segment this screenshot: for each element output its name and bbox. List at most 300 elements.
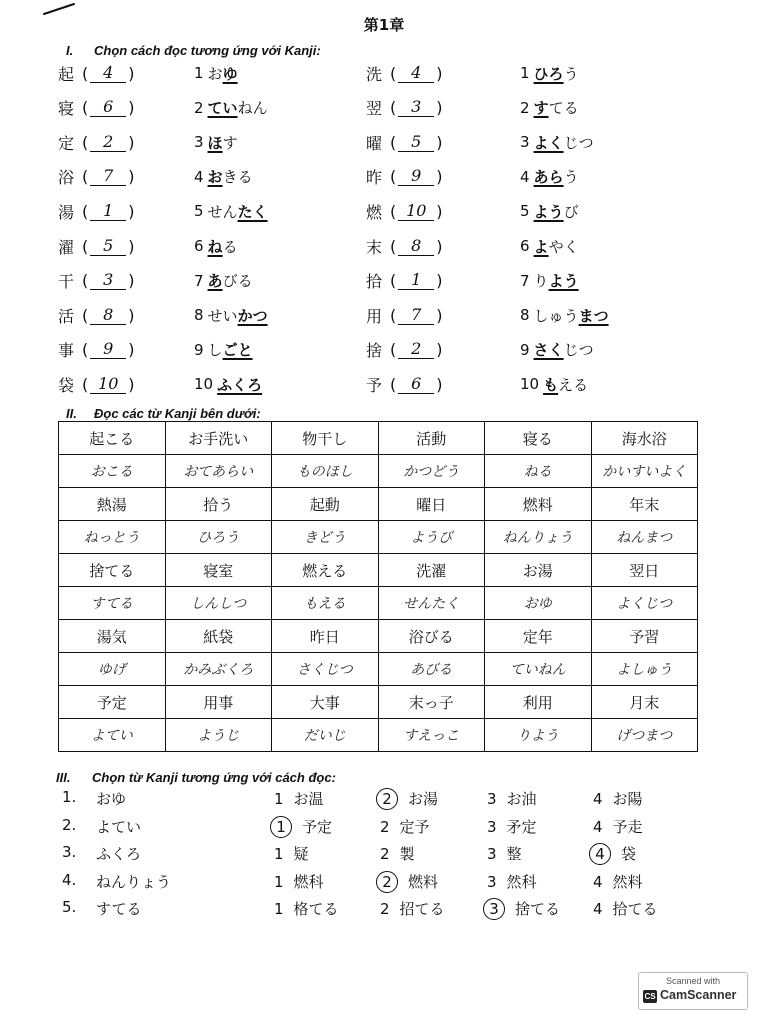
option-item	[487, 898, 560, 920]
kanji-char: 洗	[366, 64, 383, 84]
reading-pre: お	[207, 64, 223, 83]
handwritten-reading-cell: しんしつ	[165, 587, 272, 620]
option-text: お温	[293, 790, 324, 808]
paren-close: )	[128, 236, 135, 256]
paren-close: )	[436, 271, 443, 291]
reading-number: 6	[520, 237, 530, 255]
handwritten-answer: 2	[398, 340, 434, 359]
handwritten-answer: 7	[398, 306, 434, 325]
question-number: 2.	[62, 815, 77, 834]
option-item	[487, 871, 537, 892]
handwritten-answer: 2	[90, 133, 126, 152]
section-1-number: I.	[66, 43, 74, 58]
reading-item	[194, 95, 268, 121]
reading-underlined: お	[207, 168, 223, 187]
kanji-row	[59, 620, 698, 653]
option-item	[487, 843, 522, 864]
paren-open: (	[390, 167, 397, 187]
kanji-word-cell: 用事	[165, 686, 272, 719]
paren-open: (	[390, 201, 397, 221]
kanji-item	[366, 60, 443, 86]
handwritten-reading-cell: さくじつ	[272, 653, 379, 686]
kanji-char: 定	[58, 133, 75, 153]
reading-number: 10	[520, 375, 540, 394]
page-title: 第1章	[363, 16, 405, 34]
reading-item	[520, 268, 579, 294]
option-text: 整	[506, 845, 522, 863]
reading-item	[194, 60, 238, 86]
option-text: お陽	[612, 790, 643, 808]
option-number: 2	[380, 900, 390, 918]
reading-number: 10	[194, 375, 214, 394]
handwritten-answer: 6	[398, 375, 434, 394]
option-number: 2	[380, 817, 390, 836]
reading-number: 8	[194, 306, 204, 325]
question-reading: よてい	[96, 817, 142, 836]
handwritten-reading-cell: ものほし	[272, 455, 379, 488]
paren-close: )	[436, 201, 443, 221]
handwritten-reading-cell: ねんまつ	[591, 521, 698, 554]
kanji-word-cell: 予習	[591, 620, 698, 653]
handwritten-answer: 7	[90, 167, 126, 186]
option-number: 3	[487, 790, 497, 808]
handwritten-reading-cell: ねんりょう	[485, 521, 592, 554]
reading-number: 4	[194, 167, 204, 186]
reading-underlined: てい	[207, 99, 238, 118]
reading-underlined: よく	[533, 133, 564, 152]
camscanner-logo-icon: CS	[644, 992, 656, 1001]
kanji-item	[366, 164, 443, 190]
option-item	[274, 788, 324, 809]
option-item	[380, 898, 445, 919]
kanji-word-cell: 浴びる	[378, 620, 485, 653]
reading-item	[194, 302, 268, 328]
handwritten-answer: 4	[398, 64, 434, 83]
reading-underlined: す	[533, 99, 549, 118]
kanji-char: 袋	[58, 375, 75, 395]
question-row	[0, 898, 768, 922]
reading-underlined: まつ	[578, 306, 609, 325]
kanji-item	[366, 233, 443, 259]
scanned-with-label: Scanned with	[665, 976, 721, 986]
paren-open: (	[390, 98, 397, 118]
kanji-item	[58, 233, 135, 259]
kanji-char: 曜	[366, 133, 383, 153]
handwritten-answer: 5	[398, 133, 434, 152]
handwritten-reading-cell: よしゅう	[591, 653, 698, 686]
paren-close: )	[128, 167, 135, 187]
section-2-title: Đọc các từ Kanji bên dưới:	[94, 406, 261, 421]
kanji-char: 浴	[58, 168, 75, 188]
reading-post: う	[563, 64, 579, 83]
paren-close: )	[128, 340, 135, 360]
reading-item	[194, 337, 253, 363]
handwritten-answer: 9	[398, 167, 434, 186]
reading-post: う	[563, 168, 579, 187]
reading-post: びる	[222, 272, 253, 291]
reading-item	[194, 371, 262, 397]
reading-number: 3	[520, 133, 530, 152]
handwritten-reading-cell: すえっこ	[378, 719, 485, 752]
kanji-word-cell: お手洗い	[165, 422, 272, 455]
reading-number: 9	[520, 340, 530, 359]
reading-underlined: よう	[548, 272, 579, 291]
kanji-word-cell: 利用	[485, 686, 592, 719]
option-item	[593, 898, 658, 919]
kanji-word-cell: 活動	[378, 422, 485, 455]
handwritten-answer: 4	[90, 64, 126, 83]
reading-post: やく	[548, 237, 579, 256]
kanji-char: 用	[366, 306, 383, 326]
kanji-char: 燃	[366, 202, 383, 222]
handwritten-reading-cell: ゆげ	[59, 653, 166, 686]
reading-item	[194, 268, 253, 294]
question-row	[0, 788, 768, 812]
reading-number: 5	[520, 202, 530, 221]
kanji-char: 末	[366, 237, 383, 257]
paren-open: (	[390, 63, 397, 83]
handwritten-reading-cell: きどう	[272, 521, 379, 554]
reading-underlined: ごと	[222, 341, 253, 360]
reading-underlined: ほ	[207, 133, 223, 152]
paren-close: )	[436, 98, 443, 118]
option-text: 袋	[621, 845, 637, 863]
reading-underlined: あら	[533, 168, 564, 187]
reading-underlined: さく	[533, 341, 564, 360]
handwritten-answer: 1	[90, 202, 126, 221]
paren-open: (	[82, 98, 89, 118]
paren-close: )	[128, 374, 135, 394]
circled-option-number: 3	[483, 898, 505, 920]
reading-post: る	[222, 237, 238, 256]
reading-underlined: ひろ	[533, 64, 564, 83]
handwritten-reading-cell: かみぶくろ	[165, 653, 272, 686]
kanji-item	[366, 268, 443, 294]
kanji-word-cell: 捨てる	[59, 554, 166, 587]
handwritten-reading-cell: もえる	[272, 587, 379, 620]
answer-row	[59, 455, 698, 488]
handwritten-answer: 10	[90, 375, 126, 394]
kanji-item	[366, 371, 443, 397]
option-number: 1	[274, 790, 284, 808]
option-number: 4	[593, 872, 603, 891]
answer-row	[59, 521, 698, 554]
kanji-word-cell: 翌日	[591, 554, 698, 587]
section-3-title: Chọn từ Kanji tương ứng với cách đọc:	[92, 770, 336, 785]
reading-post: じつ	[563, 133, 594, 152]
reading-item	[194, 129, 238, 155]
reading-number: 3	[194, 133, 204, 152]
paren-open: (	[82, 340, 89, 360]
option-number: 3	[487, 872, 497, 891]
reading-underlined: たく	[237, 202, 268, 221]
reading-pre: し	[207, 341, 223, 360]
circled-option-number: 2	[376, 871, 398, 893]
answer-row	[59, 587, 698, 620]
reading-post: び	[563, 202, 579, 221]
paren-close: )	[128, 132, 135, 152]
kanji-item	[366, 95, 443, 121]
reading-number: 6	[194, 237, 204, 255]
reading-post: じつ	[563, 341, 594, 360]
option-item	[274, 871, 324, 892]
kanji-word-cell: 寝る	[485, 422, 592, 455]
kanji-char: 起	[58, 64, 75, 84]
option-text: 疑	[293, 845, 309, 863]
kanji-row	[59, 686, 698, 719]
section-3-number: III.	[56, 770, 71, 785]
handwritten-answer: 8	[90, 306, 126, 325]
option-number: 1	[274, 900, 284, 918]
reading-underlined: あ	[207, 272, 223, 291]
paren-close: )	[436, 167, 443, 187]
question-number: 3.	[62, 843, 77, 861]
option-text: 然料	[612, 872, 643, 891]
option-item	[380, 843, 415, 864]
option-text: お湯	[408, 790, 439, 808]
option-number: 2	[380, 845, 390, 863]
handwritten-reading-cell: ようじ	[165, 719, 272, 752]
option-number: 1	[274, 845, 284, 863]
kanji-item	[366, 302, 443, 328]
option-text: 製	[399, 845, 415, 863]
kanji-word-cell: 海水浴	[591, 422, 698, 455]
kanji-word-cell: 月末	[591, 686, 698, 719]
paren-close: )	[128, 98, 135, 118]
handwritten-answer: 1	[398, 271, 434, 290]
reading-post: てる	[548, 99, 579, 118]
handwritten-answer: 3	[90, 271, 126, 290]
kanji-word-cell: 燃料	[485, 488, 592, 521]
kanji-word-cell: 洗濯	[378, 554, 485, 587]
reading-number: 2	[194, 98, 204, 117]
circled-option-number: 2	[376, 788, 398, 810]
kanji-char: 拾	[366, 272, 383, 292]
kanji-item	[366, 337, 443, 363]
reading-number: 2	[520, 98, 530, 117]
handwritten-reading-cell: ねっとう	[59, 521, 166, 554]
paren-close: )	[128, 201, 135, 221]
handwritten-reading-cell: よくじつ	[591, 587, 698, 620]
reading-post: える	[558, 375, 589, 394]
kanji-word-cell: 年末	[591, 488, 698, 521]
handwritten-answer: 5	[90, 237, 126, 256]
kanji-item	[58, 164, 135, 190]
camscanner-watermark	[638, 972, 748, 1010]
reading-item	[520, 60, 579, 86]
kanji-reading-table	[58, 421, 698, 752]
kanji-item	[58, 371, 135, 397]
paren-open: (	[82, 271, 89, 291]
kanji-item	[58, 198, 135, 224]
paren-close: )	[128, 271, 135, 291]
option-item	[487, 816, 537, 837]
reading-item	[520, 129, 594, 155]
kanji-row	[59, 488, 698, 521]
reading-item	[520, 337, 594, 363]
kanji-char: 湯	[58, 202, 75, 222]
section-2-heading	[66, 406, 261, 421]
paren-open: (	[82, 63, 89, 83]
kanji-item	[58, 95, 135, 121]
kanji-word-cell: 物干し	[272, 422, 379, 455]
option-number: 4	[593, 900, 603, 918]
reading-post: ねん	[237, 99, 268, 118]
kanji-item	[366, 129, 443, 155]
paren-open: (	[82, 374, 89, 394]
kanji-item	[58, 60, 135, 86]
option-item	[593, 788, 643, 809]
option-text: 予走	[612, 817, 643, 836]
handwritten-reading-cell: ねる	[485, 455, 592, 488]
option-item	[274, 843, 309, 864]
kanji-char: 翌	[366, 99, 383, 119]
paren-open: (	[390, 305, 397, 325]
question-reading: ふくろ	[96, 845, 142, 863]
option-item	[593, 843, 636, 865]
reading-item	[520, 198, 579, 224]
paren-close: )	[436, 340, 443, 360]
kanji-item	[58, 337, 135, 363]
reading-item	[520, 95, 579, 121]
reading-number: 1	[520, 64, 530, 82]
option-number: 3	[487, 845, 497, 863]
reading-underlined: よう	[533, 202, 564, 221]
circled-option-number: 1	[270, 816, 292, 838]
section-1-heading	[66, 43, 321, 58]
kanji-word-cell: 湯気	[59, 620, 166, 653]
option-item	[593, 816, 643, 837]
section-2-number: II.	[66, 406, 77, 421]
paren-open: (	[82, 305, 89, 325]
paren-close: )	[436, 63, 443, 83]
reading-number: 9	[194, 340, 204, 359]
kanji-row	[59, 554, 698, 587]
option-text: 燃科	[293, 872, 324, 891]
reading-underlined: よ	[533, 237, 549, 256]
kanji-word-cell: 起こる	[59, 422, 166, 455]
handwritten-reading-cell: ていねん	[485, 653, 592, 686]
paren-close: )	[436, 305, 443, 325]
paren-close: )	[436, 374, 443, 394]
kanji-word-cell: 寝室	[165, 554, 272, 587]
paren-open: (	[82, 167, 89, 187]
paren-open: (	[390, 271, 397, 291]
question-number: 1.	[62, 788, 77, 806]
question-row	[0, 816, 768, 840]
question-number: 4.	[62, 870, 77, 889]
handwritten-reading-cell: ようび	[378, 521, 485, 554]
reading-underlined: ね	[207, 237, 223, 256]
handwritten-answer: 9	[90, 340, 126, 359]
question-row	[0, 871, 768, 895]
kanji-word-cell: 起動	[272, 488, 379, 521]
handwritten-reading-cell: げつまつ	[591, 719, 698, 752]
kanji-char: 事	[58, 341, 75, 361]
reading-item	[194, 198, 268, 224]
question-row	[0, 843, 768, 867]
kanji-row	[59, 422, 698, 455]
option-text: 格てる	[293, 900, 339, 918]
reading-item	[520, 164, 579, 190]
reading-number: 4	[520, 167, 530, 186]
kanji-char: 活	[58, 306, 75, 326]
paren-close: )	[436, 236, 443, 256]
reading-post: きる	[222, 168, 253, 187]
section-1-title: Chọn cách đọc tương ứng với Kanji:	[94, 43, 321, 58]
kanji-char: 干	[58, 272, 75, 292]
reading-underlined: も	[543, 375, 559, 394]
option-item	[487, 788, 537, 809]
reading-number: 7	[520, 271, 530, 290]
kanji-word-cell: 燃える	[272, 554, 379, 587]
handwritten-reading-cell: かいすいよく	[591, 455, 698, 488]
answer-row	[59, 653, 698, 686]
kanji-word-cell: 曜日	[378, 488, 485, 521]
reading-item	[520, 371, 588, 397]
circled-option-number: 4	[589, 843, 611, 865]
paren-open: (	[390, 374, 397, 394]
kanji-item	[58, 268, 135, 294]
option-item	[380, 816, 430, 837]
kanji-char: 予	[366, 375, 383, 395]
handwritten-answer: 10	[398, 202, 434, 221]
reading-pre: り	[533, 272, 549, 291]
paren-close: )	[128, 63, 135, 83]
reading-number: 8	[520, 306, 530, 325]
question-number: 5.	[62, 898, 77, 916]
paren-open: (	[82, 236, 89, 256]
kanji-word-cell: 拾う	[165, 488, 272, 521]
option-text: 然科	[506, 872, 537, 891]
answer-row	[59, 719, 698, 752]
option-text: 矛定	[506, 817, 537, 836]
kanji-word-cell: 予定	[59, 686, 166, 719]
handwritten-reading-cell: よてい	[59, 719, 166, 752]
option-text: 燃料	[408, 872, 439, 891]
kanji-word-cell: 熱湯	[59, 488, 166, 521]
reading-underlined: かつ	[237, 306, 268, 325]
kanji-char: 寝	[58, 99, 75, 119]
paren-open: (	[390, 236, 397, 256]
reading-underlined: ゆ	[222, 64, 238, 83]
paren-close: )	[128, 305, 135, 325]
reading-pre: せい	[207, 306, 238, 325]
option-number: 3	[487, 817, 497, 836]
handwritten-reading-cell: おこる	[59, 455, 166, 488]
handwritten-reading-cell: かつどう	[378, 455, 485, 488]
reading-item	[194, 233, 238, 259]
option-item	[380, 788, 438, 810]
option-text: お油	[506, 790, 537, 808]
handwritten-answer: 3	[398, 98, 434, 117]
section-3-heading	[56, 770, 336, 785]
kanji-word-cell: お湯	[485, 554, 592, 587]
camscanner-name: CamScanner	[660, 988, 737, 1002]
option-item	[274, 816, 332, 838]
kanji-char: 捨	[366, 341, 383, 361]
reading-item	[194, 164, 253, 190]
reading-pre: しゅう	[533, 306, 579, 325]
kanji-item	[58, 302, 135, 328]
option-item	[593, 871, 643, 892]
reading-number: 5	[194, 202, 204, 221]
kanji-word-cell: 大事	[272, 686, 379, 719]
option-text: 定予	[399, 817, 430, 836]
reading-item	[520, 302, 609, 328]
question-reading: ねんりょう	[96, 872, 172, 891]
question-reading: すてる	[96, 900, 142, 918]
